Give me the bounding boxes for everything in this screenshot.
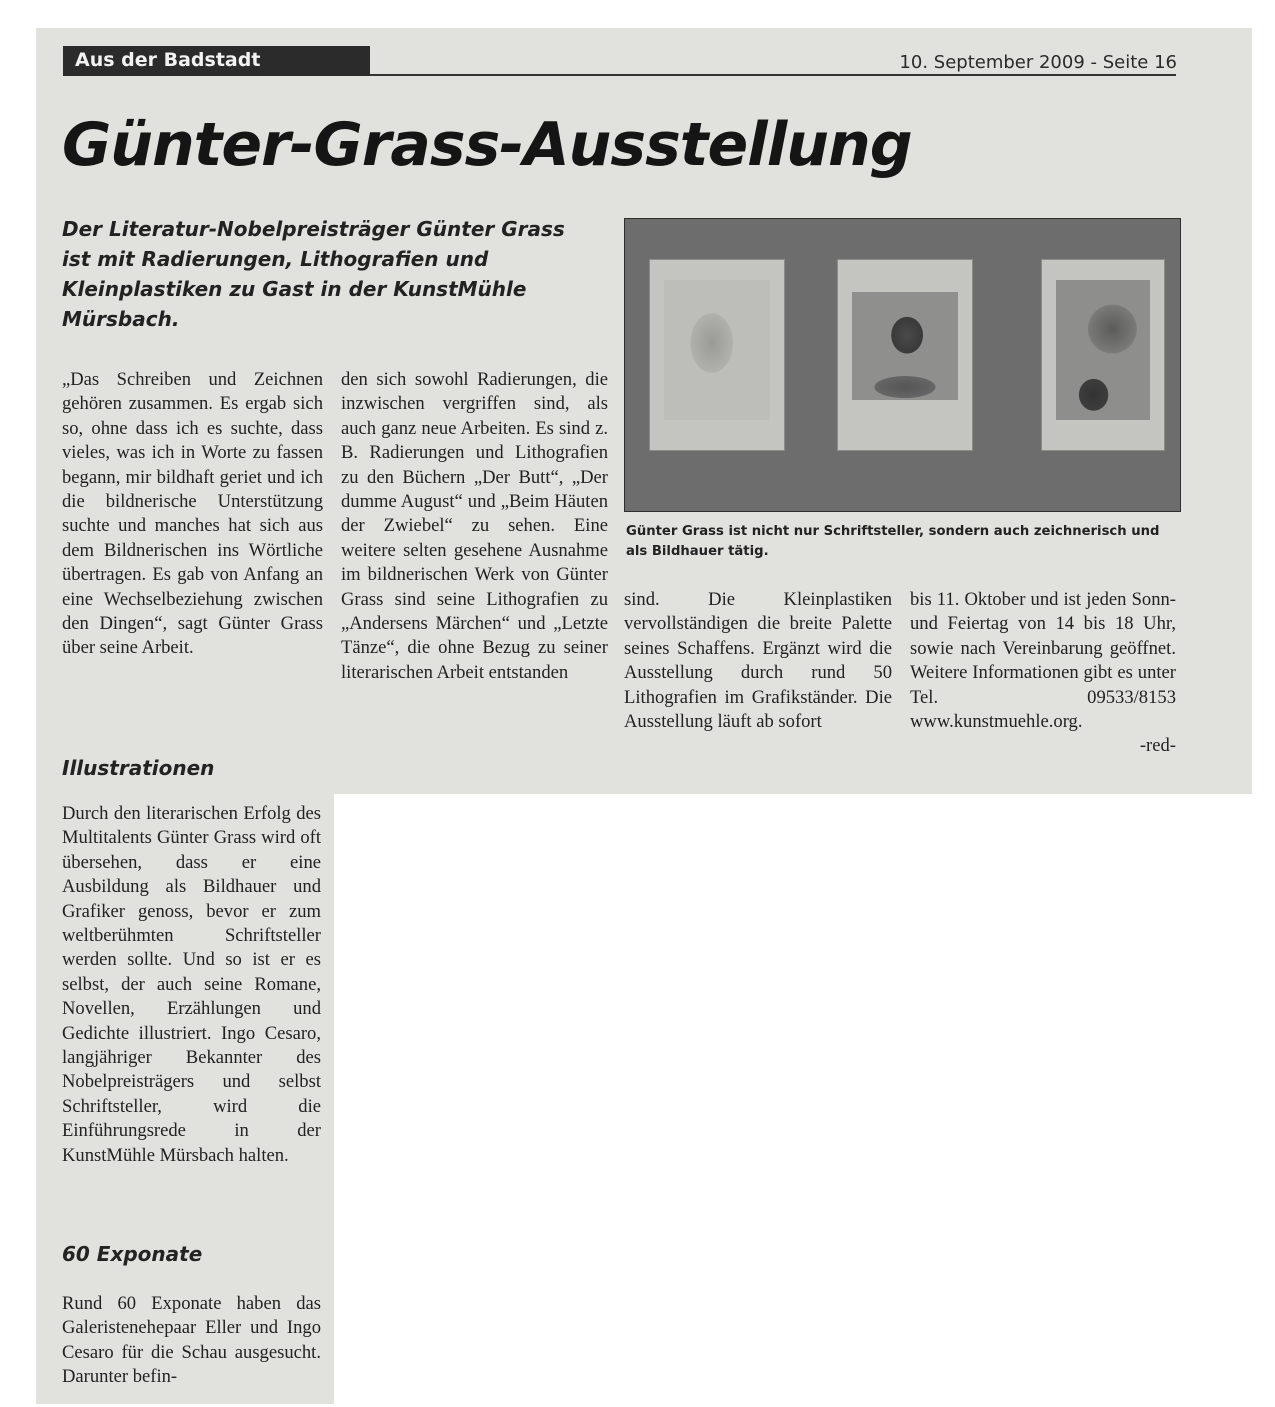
article-column-1b: [62, 802, 321, 1168]
article-column-3: [624, 588, 892, 734]
subheading-illustrationen: Illustrationen: [62, 756, 215, 780]
body-paragraph: Rund 60 Exponate haben das Galeristenehepaar Eller und Ingo Cesaro für die Schau ausgesucht. Darunter befin-: [62, 1293, 321, 1388]
photo-caption: Günter Grass ist nicht nur Schriftsteller, sondern auch zeichnerisch und als Bildhauer tätig.: [626, 524, 1160, 559]
framed-artwork: [1041, 259, 1165, 451]
lead-paragraph: Der Literatur-Nobelpreisträger Günter Grass ist mit Radierungen, Lithografien und Kleinplastiken zu Gast in der KunstMühle Mürsbach.: [62, 217, 565, 331]
article-column-1: [62, 368, 323, 661]
section-label: Aus der Badstadt: [63, 46, 370, 76]
headline: Günter-Grass-Ausstellung: [62, 110, 912, 180]
article-photo: [624, 218, 1181, 512]
body-paragraph: den sich sowohl Radierungen, die inzwischen vergriffen sind, als auch ganz neue Arbeiten. Es sind z. B. Radierungen und Lithografien zu den Büchern „Der Butt“, „Der dumme August“ und „Beim Häuten der Zwiebel“ zu sehen. Eine weitere selten gesehene Ausnahme im bildnerischen Werk von Günter Grass sind seine Lithografien zu „Andersens Märchen“ und „Letzte Tänze“, die ohne Bezug zu seiner literarischen Arbeit entstanden: [341, 369, 608, 683]
framed-artwork: [837, 259, 973, 451]
framed-artwork: [649, 259, 785, 451]
article-column-1c: [62, 1292, 321, 1390]
author-signoff: -red-: [1139, 735, 1176, 757]
header-rule: [370, 74, 1176, 76]
body-paragraph: „Das Schreiben und Zeichnen gehören zusammen. Es ergab sich so, ohne dass ich es suchte, dass vieles, was ich in Worte zu fassen begann, mir bildhaft geriet und ich die bildnerische Unterstützung suchte und manches hat sich aus dem Bildnerischen ins Wörtliche übertragen. Es gab von Anfang an eine Wechselbeziehung zwischen den Dingen“, sagt Günter Grass über seine Arbeit.: [62, 369, 323, 659]
article-column-4: [910, 588, 1176, 759]
issue-date: 10. September 2009 - Seite 16: [899, 52, 1177, 73]
body-paragraph: sind. Die Kleinplastiken vervollständigen die breite Palette seines Schaffens. Ergänzt wird die Ausstellung durch rund 50 Lithografien im Grafikständer. Die Ausstellung läuft ab sofort: [624, 589, 892, 733]
subheading-exponate: 60 Exponate: [62, 1242, 203, 1266]
body-paragraph: bis 11. Oktober und ist jeden Sonn- und Feiertag von 14 bis 18 Uhr, sowie nach Vereinbarung geöffnet. Weitere Informationen gibt es unter Tel. 09533/8153 www.kunstmuehle.org.: [910, 589, 1176, 733]
body-paragraph: Durch den literarischen Erfolg des Multitalents Günter Grass wird oft übersehen, dass er eine Ausbildung als Bildhauer und Grafiker genoss, bevor er zum weltberühmten Schriftsteller werden sollte. Und so ist er es selbst, der auch seine Romane, Novellen, Erzählungen und Gedichte illustriert. Ingo Cesaro, langjähriger Bekannter des Nobelpreisträgers und selbst Schriftsteller, wird die Einführungsrede in der KunstMühle Mürsbach halten.: [62, 803, 321, 1166]
article-column-2: [341, 368, 608, 685]
